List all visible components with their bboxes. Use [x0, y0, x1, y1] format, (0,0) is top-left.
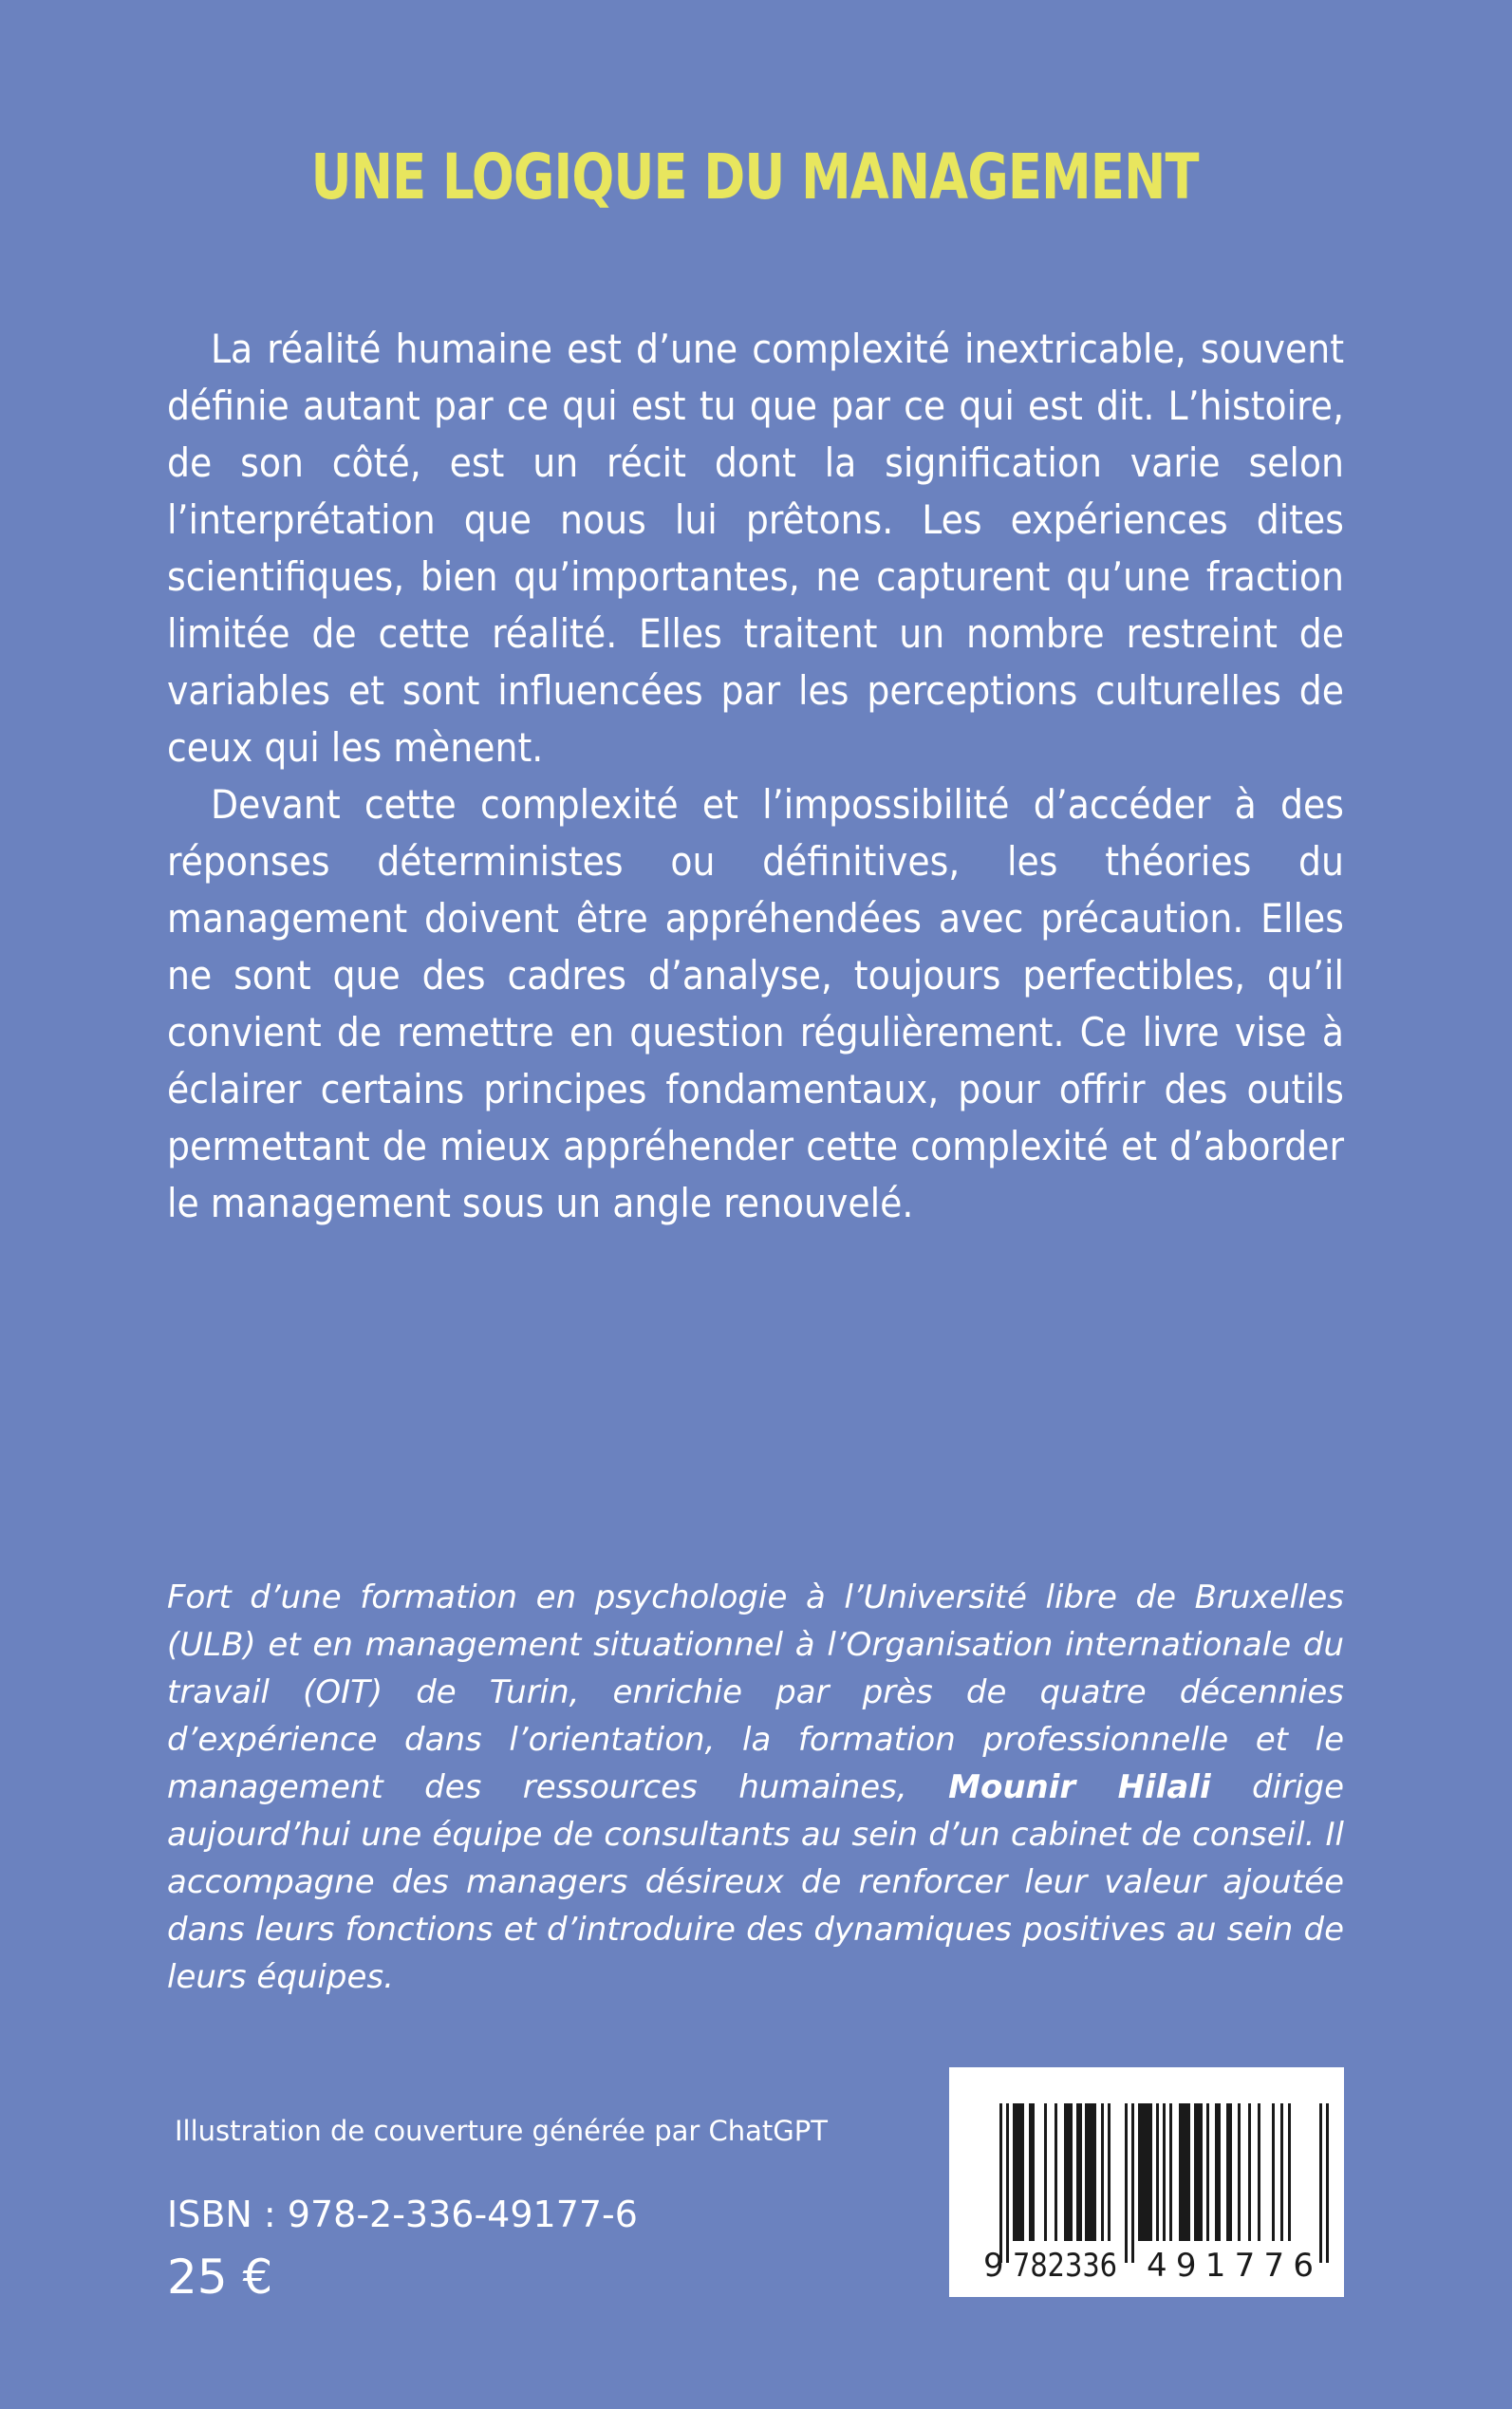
- book-description: [167, 321, 1344, 1232]
- author-name: Mounir Hilali: [948, 1768, 1211, 1806]
- barcode: [949, 2067, 1344, 2297]
- author-bio-text: dirige aujourd’hui une équipe de consultants au sein d’un cabinet de conseil. Il accompagne des managers désireux de renforcer leur valeur ajoutée dans leurs fonctions et d’introduire des dynamiques positives au sein de leurs équipes.: [167, 1768, 1344, 1996]
- illustration-credit: Illustration de couverture générée par ChatGPT: [175, 2115, 828, 2147]
- barcode-first-digit: 9: [983, 2247, 1004, 2285]
- book-title: UNE LOGIQUE DU MANAGEMENT: [310, 140, 1199, 214]
- author-bio: [167, 1574, 1344, 2001]
- description-paragraph: Devant cette complexité et l’impossibilité d’accéder à des réponses déterministes ou définitives, les théories du management doivent être appréhendées avec précaution. Elles ne sont que des cadres d’analyse, toujours perfectibles, qu’il convient de remettre en question régulièrement. Ce livre vise à éclairer certains principes fondamentaux, pour offrir des outils permettant de mieux appréhender cette complexité et d’aborder le management sous un angle renouvelé.: [167, 781, 1344, 1226]
- description-paragraph: La réalité humaine est d’une complexité inextricable, souvent définie autant par ce qui est tu que par ce qui est dit. L’histoire, de son côté, est un récit dont la signification varie selon l’interprétation que nous lui prêtons. Les expériences dites scientifiques, bien qu’importantes, ne capturent qu’une fraction limitée de cette réalité. Elles traitent un nombre restreint de variables et sont influencées par les perceptions culturelles de ceux qui les mènent.: [167, 326, 1344, 771]
- isbn: ISBN : 978-2-336-49177-6: [167, 2194, 638, 2235]
- barcode-right-group: 491776: [1147, 2247, 1314, 2285]
- author-bio-text: Fort d’une formation en psychologie à l’Université libre de Bruxelles (ULB) et en management situationnel à l’Organisation internationale du travail (OIT) de Turin, enrichie par près de quatre décennies d’expérience dans l’orientation, la formation professionnelle et le management des ressources humaines,: [167, 1578, 1344, 1806]
- price: 25 €: [167, 2250, 273, 2305]
- barcode-left-group: 782336: [1013, 2247, 1117, 2285]
- barcode-digits: [949, 2067, 1344, 2297]
